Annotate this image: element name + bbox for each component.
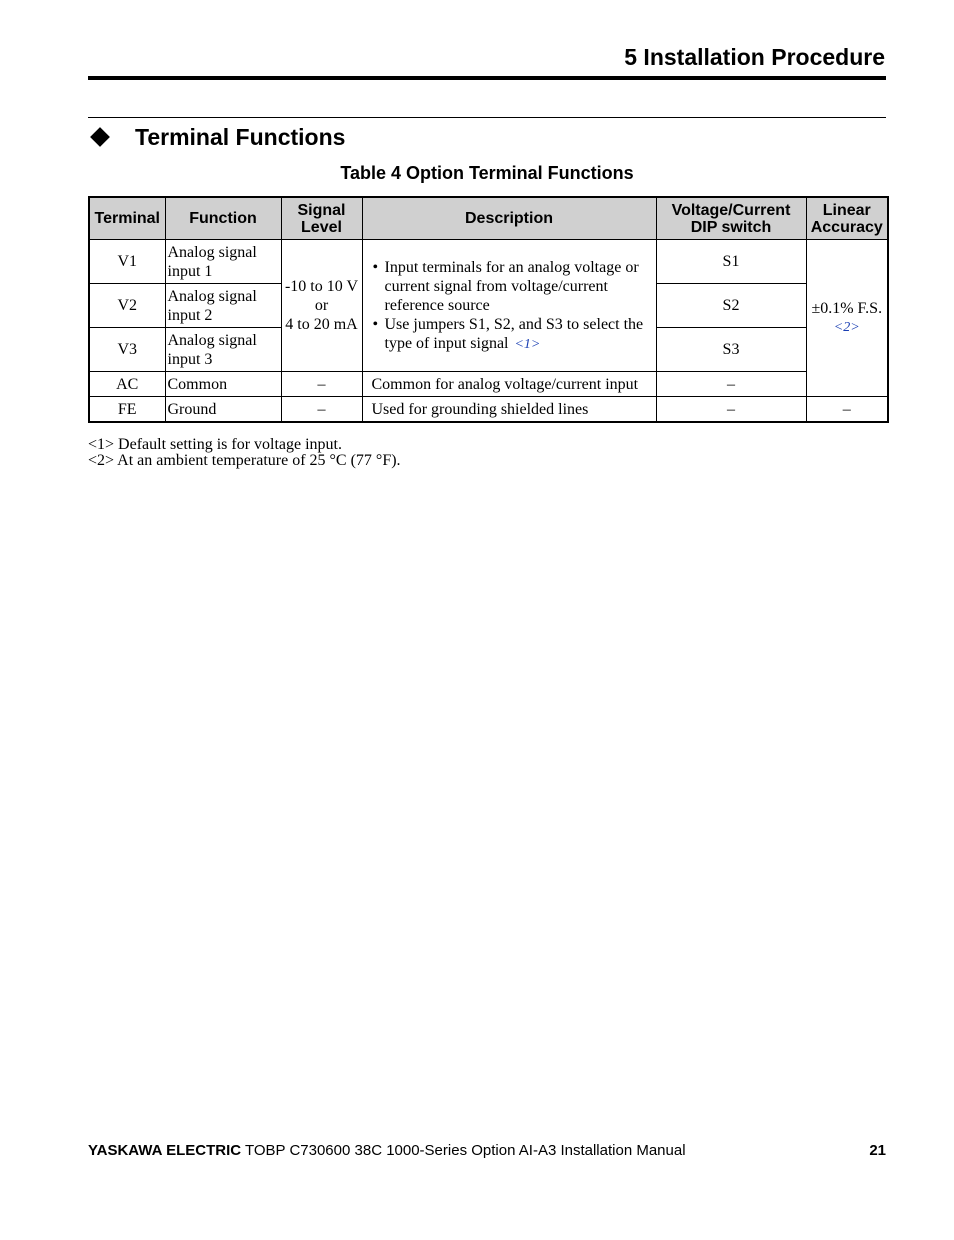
function-cell: Analog signal input 3 bbox=[165, 328, 281, 372]
section-heading bbox=[88, 121, 345, 153]
footnote-2: <2> At an ambient temperature of 25 °C (77 °F). bbox=[88, 452, 401, 469]
accuracy-cell: ±0.1% F.S. <2> bbox=[806, 240, 888, 397]
section-title: Terminal Functions bbox=[135, 123, 346, 150]
terminal-cell: V2 bbox=[89, 284, 165, 328]
table-row bbox=[89, 240, 888, 284]
table-header-row bbox=[89, 197, 888, 240]
footnote-1: <1> Default setting is for voltage input. bbox=[88, 436, 342, 453]
description-cell: Used for grounding shielded lines bbox=[362, 397, 656, 423]
footer-brand: YASKAWA ELECTRIC bbox=[88, 1142, 242, 1159]
function-cell: Analog signal input 2 bbox=[165, 284, 281, 328]
page-footer bbox=[88, 1142, 886, 1159]
table-row bbox=[89, 397, 888, 423]
header-function: Function bbox=[165, 197, 281, 240]
terminal-cell: AC bbox=[89, 372, 165, 397]
description-cell: Common for analog voltage/current input bbox=[362, 372, 656, 397]
function-cell: Ground bbox=[165, 397, 281, 423]
page-number: 21 bbox=[869, 1142, 886, 1159]
terminal-cell: FE bbox=[89, 397, 165, 423]
section-rule bbox=[88, 117, 886, 118]
table-caption: Table 4 Option Terminal Functions bbox=[340, 163, 634, 183]
footnotes bbox=[88, 437, 401, 469]
diamond-bullet-icon bbox=[90, 127, 110, 147]
dip-cell: S2 bbox=[656, 284, 806, 328]
footnote-ref-link[interactable]: <2> bbox=[833, 320, 860, 335]
function-cell: Analog signal input 1 bbox=[165, 240, 281, 284]
description-cell bbox=[362, 240, 656, 372]
accuracy-cell: – bbox=[806, 397, 888, 423]
terminal-functions-table bbox=[88, 196, 889, 423]
dip-cell: S1 bbox=[656, 240, 806, 284]
footnote-ref-link[interactable]: <1> bbox=[514, 336, 541, 352]
header-linear-accuracy: Linear Accuracy bbox=[806, 197, 888, 240]
dip-cell: S3 bbox=[656, 328, 806, 372]
footer-manual-title: YASKAWA ELECTRIC TOBP C730600 38C 1000-Series Option AI-A3 Installation Manual bbox=[88, 1142, 686, 1159]
signal-level-cell: -10 to 10 V or 4 to 20 mA bbox=[281, 240, 362, 372]
header-dip-switch: Voltage/Current DIP switch bbox=[656, 197, 806, 240]
description-bullet: • Input terminals for an analog voltage or current signal from voltage/current reference source bbox=[369, 258, 652, 315]
signal-level-cell: – bbox=[281, 397, 362, 423]
dip-cell: – bbox=[656, 372, 806, 397]
function-cell: Common bbox=[165, 372, 281, 397]
terminal-cell: V3 bbox=[89, 328, 165, 372]
header-signal-level: Signal Level bbox=[281, 197, 362, 240]
table-row bbox=[89, 372, 888, 397]
dip-cell: – bbox=[656, 397, 806, 423]
header-terminal: Terminal bbox=[89, 197, 165, 240]
header-description: Description bbox=[362, 197, 656, 240]
chapter-title: 5 Installation Procedure bbox=[624, 44, 885, 70]
signal-level-cell: – bbox=[281, 372, 362, 397]
terminal-cell: V1 bbox=[89, 240, 165, 284]
description-bullet: • Use jumpers S1, S2, and S3 to select the type of input signal <1> bbox=[369, 315, 652, 354]
header-rule bbox=[88, 76, 886, 80]
